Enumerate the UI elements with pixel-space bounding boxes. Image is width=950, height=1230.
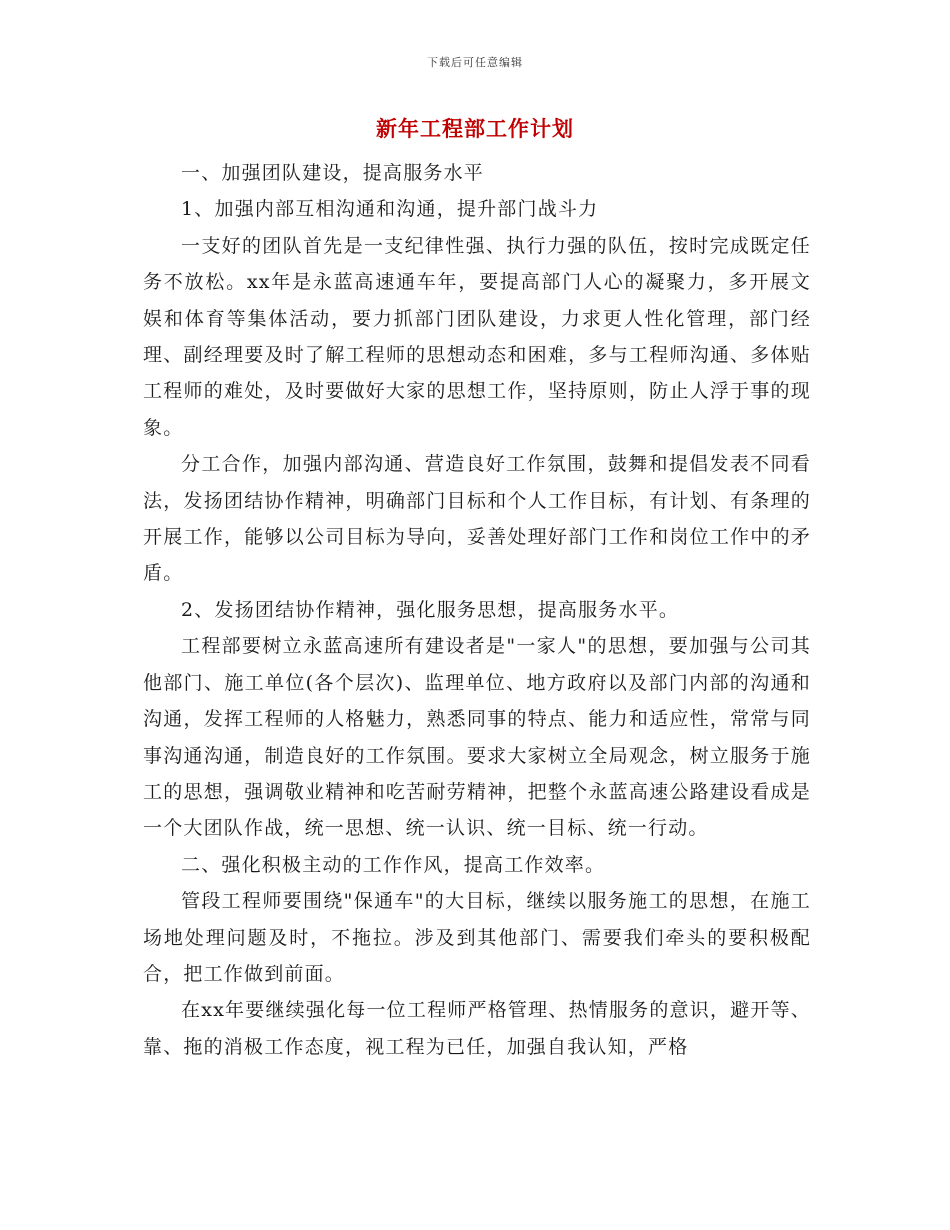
section-heading-2: 二、强化积极主动的工作作风，提高工作效率。 xyxy=(181,853,606,876)
body-paragraph: 一支好的团队首先是一支纪律性强、执行力强的队伍，按时完成既定任务不放松。xx年是永蓝高速通车年，要提高部门人心的凝聚力，多开展文娱和体育等集体活动，要力抓部门团队建设，力求更人性化管理，部门经理、副经理要及时了解工程师的思想动态和困难，多与工程师沟通、多体贴工程师的难处，及时要做好大家的思想工作，坚持原则，防止人浮于事的现象。 xyxy=(143,234,811,439)
document-title: 新年工程部工作计划 xyxy=(376,116,574,141)
subsection-heading-1-1: 1、加强内部互相沟通和沟通，提升部门战斗力 xyxy=(181,198,599,221)
document-body xyxy=(143,155,811,1065)
body-paragraph: 管段工程师要围绕"保通车"的大目标，继续以服务施工的思想，在施工场地处理问题及时，不拖拉。涉及到其他部门、需要我们牵头的要积极配合，把工作做到前面。 xyxy=(143,890,811,985)
section-heading-1: 一、加强团队建设，提高服务水平 xyxy=(181,162,485,184)
body-paragraph: 在xx年要继续强化每一位工程师严格管理、热情服务的意识，避开等、靠、拖的消极工作态度，视工程为已任，加强自我认知，严格 xyxy=(143,999,811,1058)
body-paragraph: 工程部要树立永蓝高速所有建设者是"一家人"的思想，要加强与公司其他部门、施工单位(各个层次)、监理单位、地方政府以及部门内部的沟通和沟通，发挥工程师的人格魅力，熟悉同事的特点、能力和适应性，常常与同事沟通沟通，制造良好的工作氛围。要求大家树立全局观念，树立服务于施工的思想，强调敬业精神和吃苦耐劳精神，把整个永蓝高速公路建设看成是一个大团队作战，统一思想、统一认识、统一目标、统一行动。 xyxy=(143,635,811,840)
header-note: 下载后可任意编辑 xyxy=(427,56,523,69)
subsection-heading-1-2: 2、发扬团结协作精神，强化服务思想，提高服务水平。 xyxy=(181,598,680,621)
body-paragraph: 分工合作，加强内部沟通、营造良好工作氛围，鼓舞和提倡发表不同看法，发扬团结协作精神，明确部门目标和个人工作目标，有计划、有条理的开展工作，能够以公司目标为导向，妥善处理好部门工作和岗位工作中的矛盾。 xyxy=(143,453,811,585)
